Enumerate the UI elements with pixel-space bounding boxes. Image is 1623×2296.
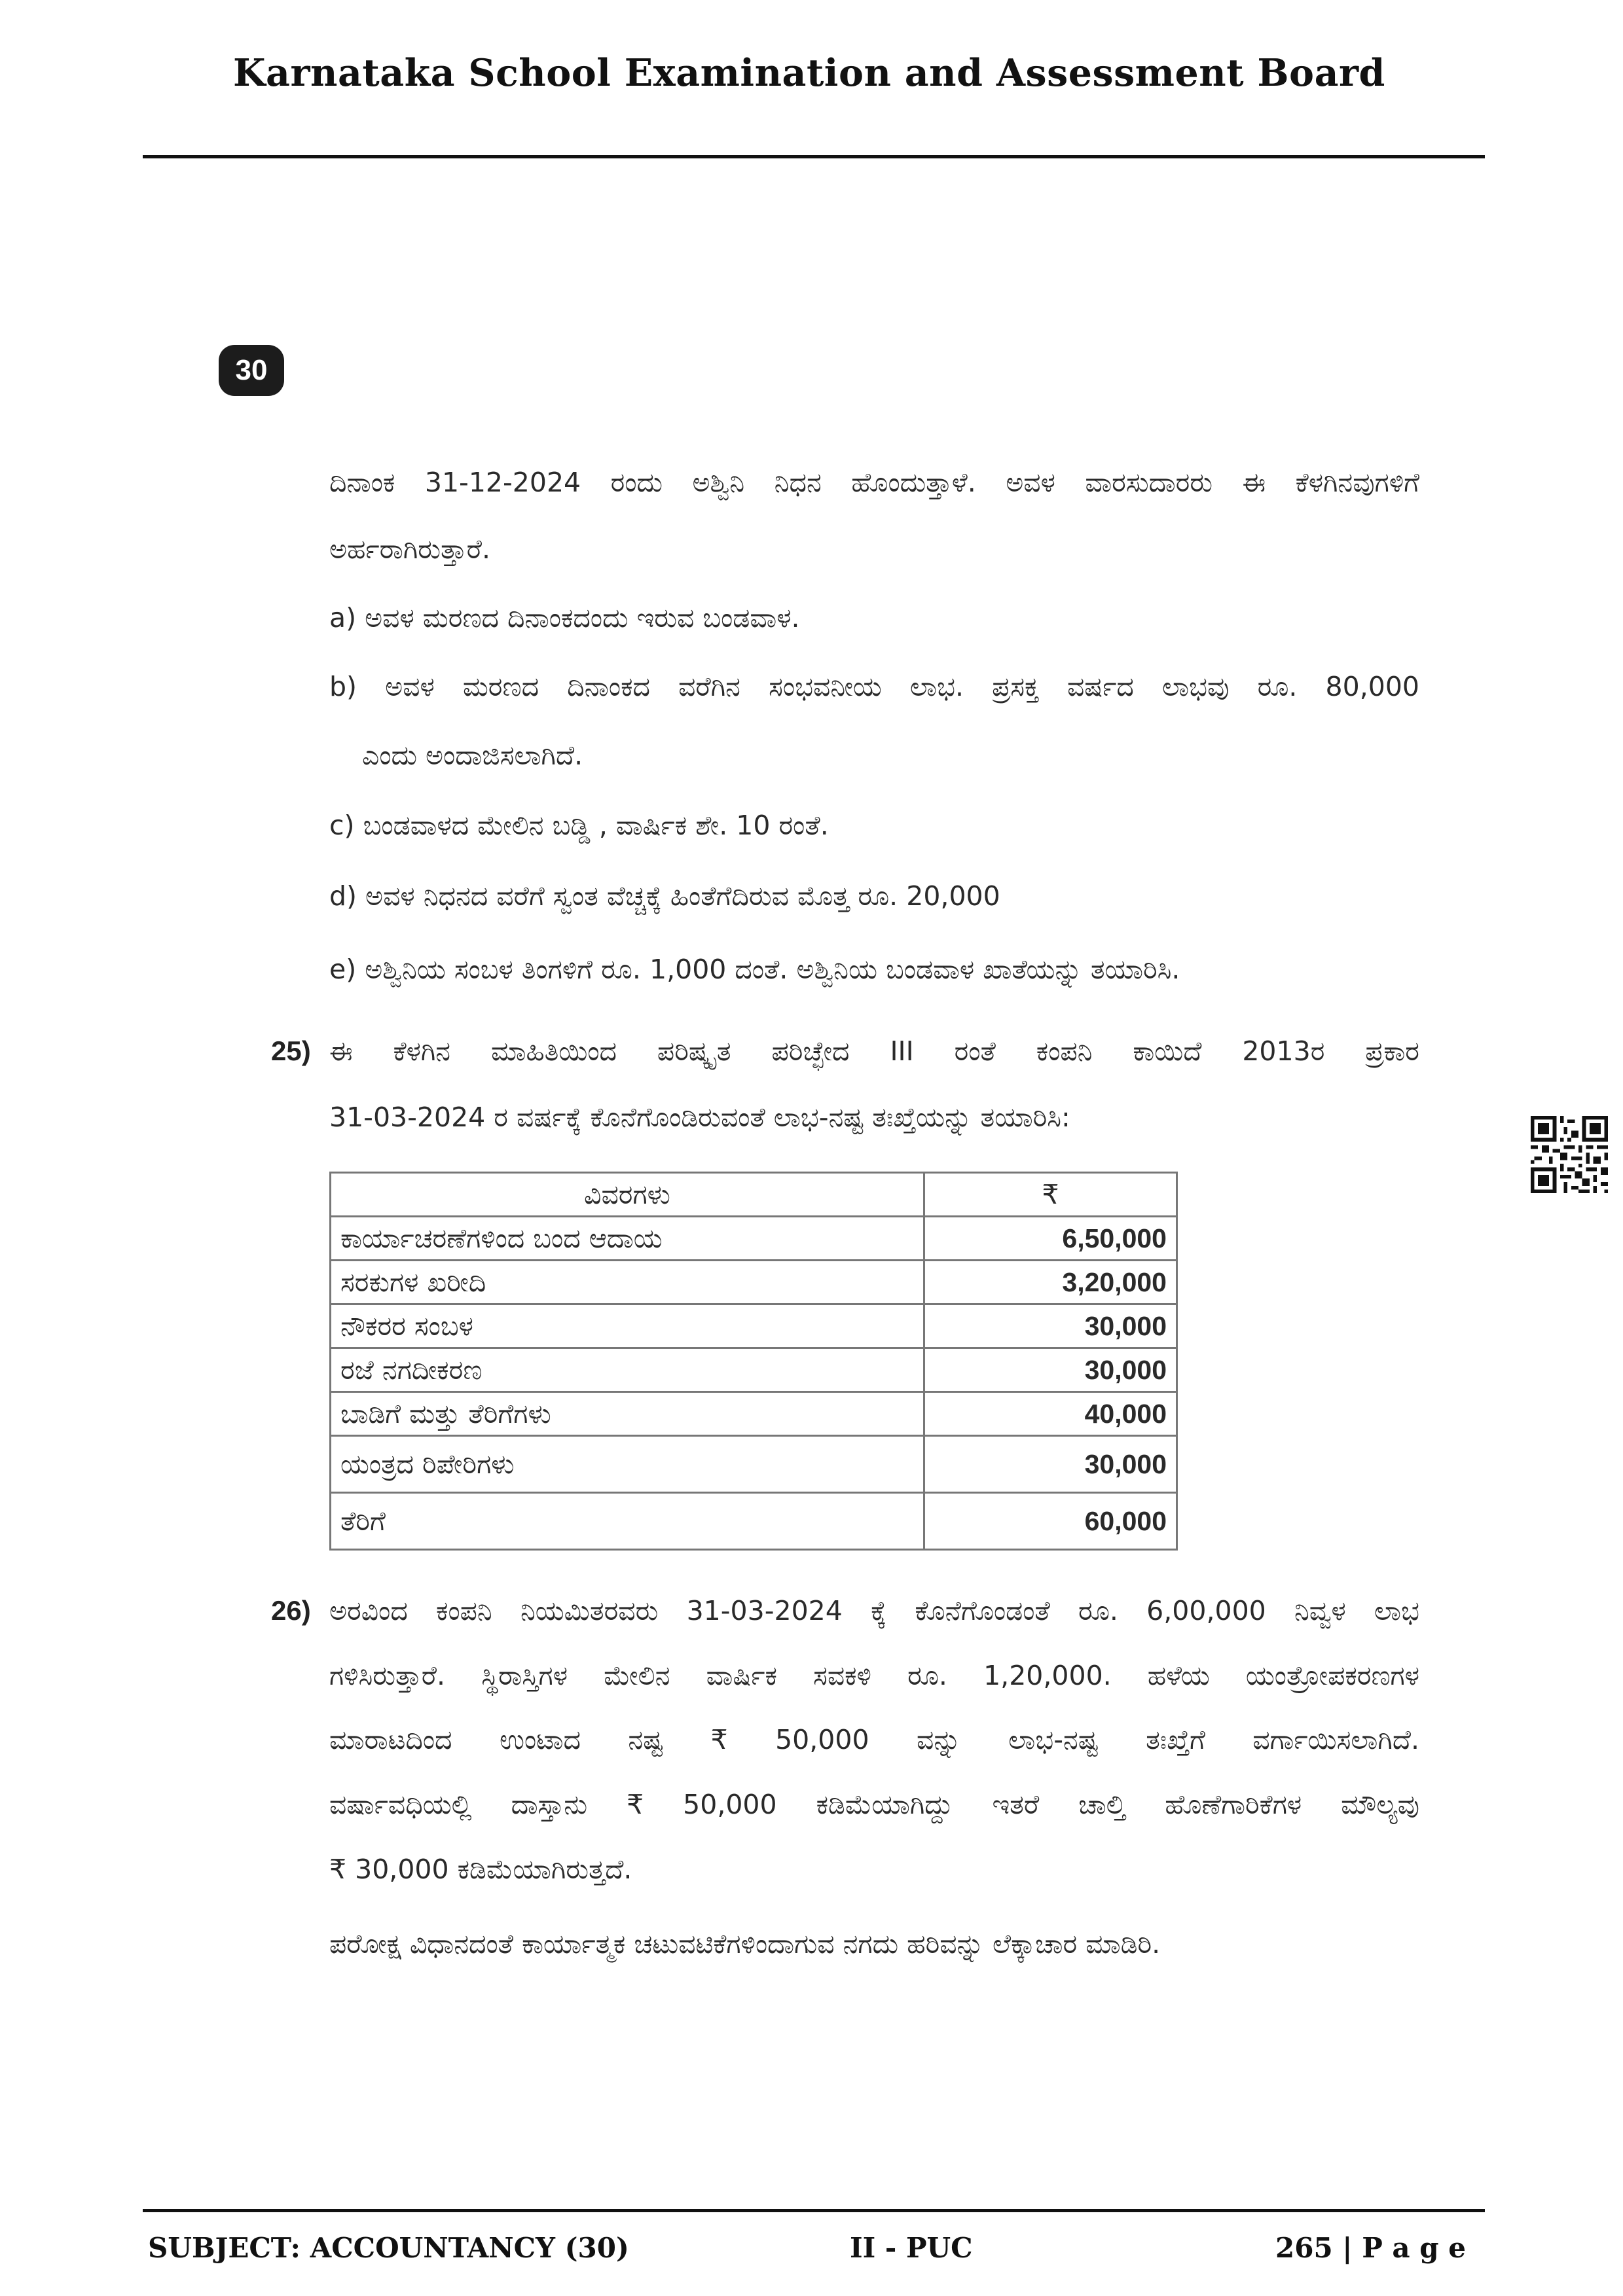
q24-item-e: e) ಅಶ್ವಿನಿಯ ಸಂಬಳ ತಿಂಗಳಿಗೆ ರೂ. 1,000 ದಂತೆ. ಅಶ್ವಿನಿಯ ಬಂಡವಾಳ ಖಾತೆಯನ್ನು ತಯಾರಿಸಿ. [329, 954, 1180, 985]
q26-line-3: ಮಾರಾಟದಿಂದ ಉಂಟಾದ ನಷ್ಟ ₹ 50,000 ವನ್ನು ಲಾಭ-ನಷ್ಟ ತಃಖ್ತೆಗೆ ವರ್ಗಾಯಿಸಲಾಗಿದೆ. [329, 1724, 1419, 1755]
q24-item-c: c) ಬಂಡವಾಳದ ಮೇಲಿನ ಬಡ್ಡಿ , ವಾರ್ಷಿಕ ಶೇ. 10 ರಂತೆ. [329, 810, 829, 841]
header-title: Karnataka School Examination and Assessment Board [233, 51, 1385, 95]
header-rule [143, 155, 1485, 158]
table-cell-amount: 3,20,000 [924, 1261, 1177, 1304]
table-cell-particular: ತೆರಿಗೆ [331, 1493, 924, 1550]
q26-number: 26) [271, 1595, 311, 1626]
table-cell-amount: 30,000 [924, 1436, 1177, 1493]
table-row [331, 1493, 1177, 1550]
q26-line-2: ಗಳಿಸಿರುತ್ತಾರೆ. ಸ್ಥಿರಾಸ್ತಿಗಳ ಮೇಲಿನ ವಾರ್ಷಿಕ ಸವಕಳಿ ರೂ. 1,20,000. ಹಳೆಯ ಯಂತ್ರೋಪಕರಣಗಳ [329, 1660, 1419, 1691]
q25-number: 25) [271, 1035, 311, 1066]
table-cell-amount: 60,000 [924, 1493, 1177, 1550]
footer-rule [143, 2209, 1485, 2212]
q24-item-b: b) ಅವಳ ಮರಣದ ದಿನಾಂಕದ ವರೆಗಿನ ಸಂಭವನೀಯ ಲಾಭ. ಪ್ರಸಕ್ತ ವರ್ಷದ ಲಾಭವು ರೂ. 80,000 [329, 671, 1419, 702]
q26-line-5: ₹ 30,000 ಕಡಿಮೆಯಾಗಿರುತ್ತದೆ. [329, 1854, 632, 1885]
q26-instruction: ಪರೋಕ್ಷ ವಿಧಾನದಂತೆ ಕಾರ್ಯಾತ್ಮಕ ಚಟುವಟಿಕೆಗಳಿಂದಾಗುವ ನಗದು ಹರಿವನ್ನು ಲೆಕ್ಕಾಚಾರ ಮಾಡಿರಿ. [329, 1928, 1161, 1960]
table-cell-particular: ಕಾರ್ಯಾಚರಣೆಗಳಿಂದ ಬಂದ ಆದಾಯ [331, 1217, 924, 1261]
table-row [331, 1348, 1177, 1392]
table-cell-amount: 40,000 [924, 1392, 1177, 1436]
q26-line-4: ವರ್ಷಾವಧಿಯಲ್ಲಿ ದಾಸ್ತಾನು ₹ 50,000 ಕಡಿಮೆಯಾಗಿದ್ದು ಇತರೆ ಚಾಲ್ತಿ ಹೊಣೆಗಾರಿಕೆಗಳ ಮೌಲ್ಯವು [329, 1789, 1419, 1820]
q24-item-b-cont: ಎಂದು ಅಂದಾಜಿಸಲಾಗಿದೆ. [362, 740, 583, 771]
table-row [331, 1261, 1177, 1304]
q25-line-2: 31-03-2024 ರ ವರ್ಷಕ್ಕೆ ಕೊನೆಗೊಂಡಿರುವಂತೆ ಲಾಭ-ನಷ್ಟ ತಃಖ್ತೆಯನ್ನು ತಯಾರಿಸಿ: [329, 1102, 1070, 1133]
footer-class: II - PUC [850, 2232, 973, 2264]
q24-item-a: a) ಅವಳ ಮರಣದ ದಿನಾಂಕದಂದು ಇರುವ ಬಂಡವಾಳ. [329, 602, 800, 634]
table-cell-particular: ನೌಕರರ ಸಂಬಳ [331, 1304, 924, 1348]
table-cell-particular: ಸರಕುಗಳ ಖರೀದಿ [331, 1261, 924, 1304]
table-cell-amount: 30,000 [924, 1304, 1177, 1348]
table-cell-particular: ರಜೆ ನಗದೀಕರಣ [331, 1348, 924, 1392]
q25-line-1: ಈ ಕೆಳಗಿನ ಮಾಹಿತಿಯಿಂದ ಪರಿಷ್ಕೃತ ಪರಿಚ್ಛೇದ III ರಂತೆ ಕಂಪನಿ ಕಾಯಿದೆ 2013ರ ಪ್ರಕಾರ [329, 1035, 1419, 1067]
table-header-amount: ₹ [924, 1173, 1177, 1217]
table-row [331, 1392, 1177, 1436]
footer-subject: SUBJECT: ACCOUNTANCY (30) [148, 2232, 629, 2264]
q24-line-2: ಅರ್ಹರಾಗಿರುತ್ತಾರೆ. [329, 533, 491, 565]
table-row [331, 1217, 1177, 1261]
q25-table [329, 1172, 1178, 1551]
footer-page-number: 265 | P a g e [1275, 2232, 1466, 2264]
q24-item-d: d) ಅವಳ ನಿಧನದ ವರೆಗೆ ಸ್ವಂತ ವೆಚ್ಚಕ್ಕೆ ಹಿಂತೆಗೆದಿರುವ ಮೊತ್ತ ರೂ. 20,000 [329, 880, 1000, 912]
table-cell-amount: 30,000 [924, 1348, 1177, 1392]
q26-line-1: ಅರವಿಂದ ಕಂಪನಿ ನಿಯಮಿತರವರು 31-03-2024 ಕ್ಕೆ ಕೊನೆಗೊಂಡಂತೆ ರೂ. 6,00,000 ನಿವ್ವಳ ಲಾಭ [329, 1595, 1419, 1626]
page-badge: 30 [219, 345, 284, 396]
qr-code-icon[interactable] [1531, 1116, 1608, 1193]
table-cell-particular: ಯಂತ್ರದ ರಿಪೇರಿಗಳು [331, 1436, 924, 1493]
table-row [331, 1304, 1177, 1348]
table-header-particulars: ವಿವರಗಳು [331, 1173, 924, 1217]
table-cell-amount: 6,50,000 [924, 1217, 1177, 1261]
table-row [331, 1436, 1177, 1493]
q24-line-1: ದಿನಾಂಕ 31-12-2024 ರಂದು ಅಶ್ವಿನಿ ನಿಧನ ಹೊಂದುತ್ತಾಳೆ. ಅವಳ ವಾರಸುದಾರರು ಈ ಕೆಳಗಿನವುಗಳಿಗೆ [329, 467, 1419, 498]
table-cell-particular: ಬಾಡಿಗೆ ಮತ್ತು ತೆರಿಗೆಗಳು [331, 1392, 924, 1436]
table-header-row [331, 1173, 1177, 1217]
